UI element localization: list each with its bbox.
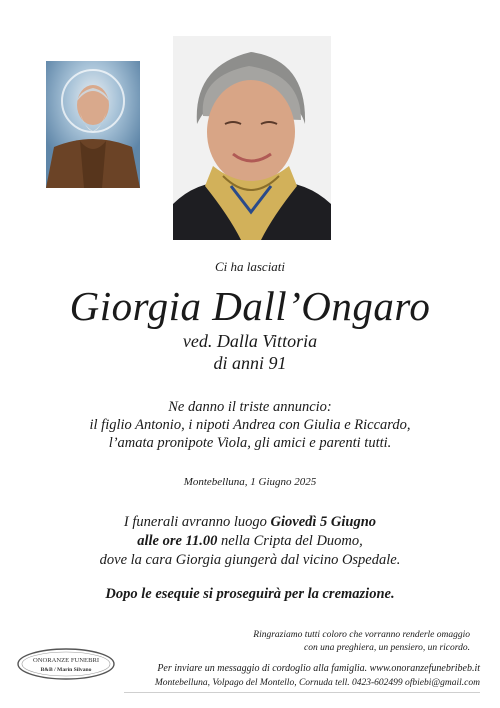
funeral-line	[0, 532, 500, 551]
announcement	[0, 398, 500, 452]
intro-text: Ci ha lasciati	[214, 259, 286, 274]
logo-line2: B&B / Marin Silvano	[40, 667, 92, 673]
thanks-line: Ringraziamo tutti coloro che vorranno renderle omaggio	[253, 630, 470, 640]
announcement-lead: Ne danno il triste annuncio:	[168, 399, 332, 415]
funeral-line: dove la cara Giorgia giungerà dal vicino Ospedale.	[99, 552, 401, 568]
funeral-text: I funerali avranno luogo	[123, 514, 271, 530]
saint-portrait-image	[46, 61, 140, 188]
thanks-text	[200, 629, 470, 655]
deceased-portrait-photo	[173, 36, 331, 240]
logo-line1: ONORANZE FUNEBRI	[32, 657, 100, 664]
thanks-line: con una preghiera, un pensiero, un ricordo.	[304, 643, 470, 653]
announcement-line: l’amata pronipote Viola, gli amici e parenti tutti.	[108, 435, 392, 451]
funeral-place: nella Cripta del Duomo,	[217, 533, 363, 549]
funeral-line	[0, 513, 500, 532]
footer-divider	[124, 692, 480, 693]
announcement-line: il figlio Antonio, i nipoti Andrea con Giulia e Riccardo,	[89, 417, 411, 433]
saint-portrait-photo	[46, 61, 140, 188]
deceased-name: Giorgia Dall’Ongaro	[69, 283, 431, 329]
funeral-time: alle ore 11.00	[137, 533, 218, 549]
logo-oval-icon	[16, 647, 116, 681]
funeral-details	[0, 513, 500, 570]
contact-info: Montebelluna, Volpago del Montello, Cornuda tell. 0423-602499 ofbiebi@gmail.com	[154, 678, 480, 688]
deceased-portrait-image	[173, 36, 331, 240]
funeral-home-logo	[16, 647, 116, 681]
cremation-note: Dopo le esequie si proseguirà per la cremazione.	[105, 586, 395, 602]
funeral-date: Giovedì 5 Giugno	[270, 514, 377, 530]
place-date: Montebelluna, 1 Giugno 2025	[183, 476, 317, 488]
age: di anni 91	[213, 353, 287, 373]
widow-of: ved. Dalla Vittoria	[182, 331, 318, 351]
deceased-details	[0, 330, 500, 374]
condolence-message: Per inviare un messaggio di cordoglio alla famiglia. www.onoranzefunebribeb.it	[157, 663, 480, 674]
